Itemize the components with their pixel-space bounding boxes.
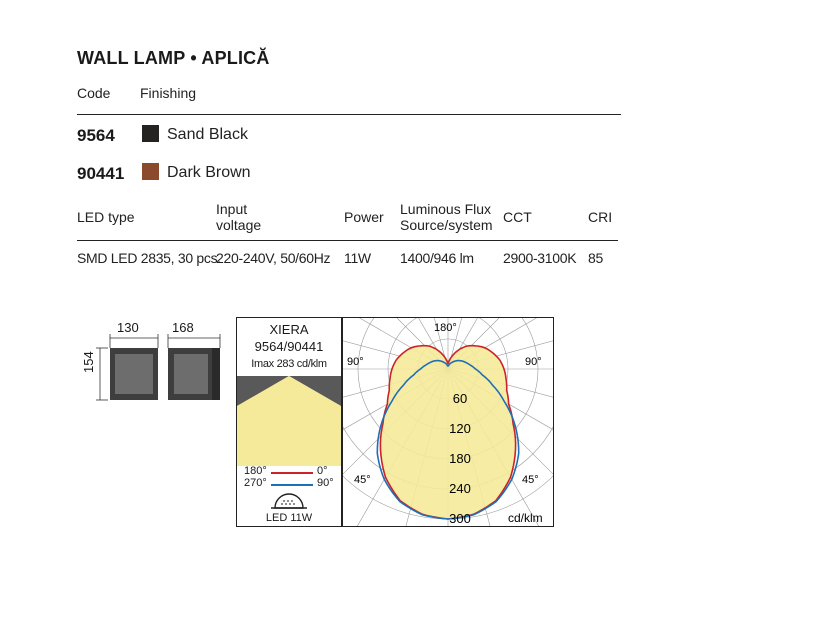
model-codes: 9564/90441 [254, 339, 324, 354]
polar-diagram [342, 317, 554, 527]
ring-label: 120 [449, 421, 471, 436]
legend-red-line [271, 472, 313, 474]
spec-divider [77, 240, 618, 241]
beam-pictogram [237, 376, 341, 466]
col-cri: CRI [588, 209, 613, 225]
col-cct: CCT [503, 209, 532, 225]
col-power: Power [344, 209, 384, 225]
cell-power: 11W [344, 250, 371, 266]
ring-label: 180 [449, 451, 471, 466]
led-module-icon [269, 490, 309, 512]
cell-luminous-flux: 1400/946 lm [400, 250, 474, 266]
cell-led-type: SMD LED 2835, 30 pcs. [77, 250, 221, 266]
unit-label: cd/klm [508, 511, 543, 525]
cell-input-voltage: 220-240V, 50/60Hz [216, 250, 331, 266]
angle-label-90-left: 90° [347, 356, 364, 368]
variant-code: 90441 [77, 164, 125, 183]
ring-label: 240 [449, 481, 471, 496]
legend-red-left: 180° [244, 465, 267, 477]
angle-label-180: 180° [434, 322, 457, 334]
led-label: LED 11W [265, 512, 313, 524]
ring-label: 300 [449, 511, 471, 526]
variant-finishing: Sand Black [167, 126, 248, 143]
light-distribution-fill [380, 346, 515, 519]
legend-blue-left: 270° [244, 477, 267, 489]
ring-label: 60 [452, 391, 468, 406]
col-led-type: LED type [77, 209, 135, 225]
dim-height: 154 [81, 351, 96, 373]
model-name: XIERA [269, 322, 309, 337]
finish-swatch-sand-black [142, 125, 159, 142]
dim-front-width: 130 [117, 320, 139, 335]
angle-label-45-left: 45° [354, 474, 371, 486]
finish-swatch-dark-brown [142, 163, 159, 180]
variant-code: 9564 [77, 126, 115, 145]
angle-label-90-right: 90° [525, 356, 542, 368]
col-input-voltage-2: voltage [216, 217, 262, 233]
col-input-voltage-1: Input [216, 201, 248, 217]
page-title: WALL LAMP • APLICĂ [77, 48, 270, 68]
photometry-info-panel [236, 317, 342, 527]
col-luminous-flux-1: Luminous Flux [400, 201, 492, 217]
cell-cri: 85 [588, 250, 603, 266]
imax-value: Imax 283 cd/klm [251, 358, 327, 370]
finishing-header: Finishing [140, 85, 197, 101]
legend-blue-line [271, 484, 313, 486]
variant-finishing: Dark Brown [167, 164, 251, 181]
angle-label-45-right: 45° [522, 474, 539, 486]
legend-blue-right: 90° [317, 477, 334, 489]
legend-red-right: 0° [317, 465, 328, 477]
cell-cct: 2900-3100K [503, 250, 577, 266]
dim-side-depth: 168 [172, 320, 194, 335]
code-header: Code [77, 85, 111, 101]
header-divider [77, 114, 621, 115]
col-luminous-flux-2: Source/system [400, 217, 493, 233]
dimension-drawing [80, 318, 230, 408]
